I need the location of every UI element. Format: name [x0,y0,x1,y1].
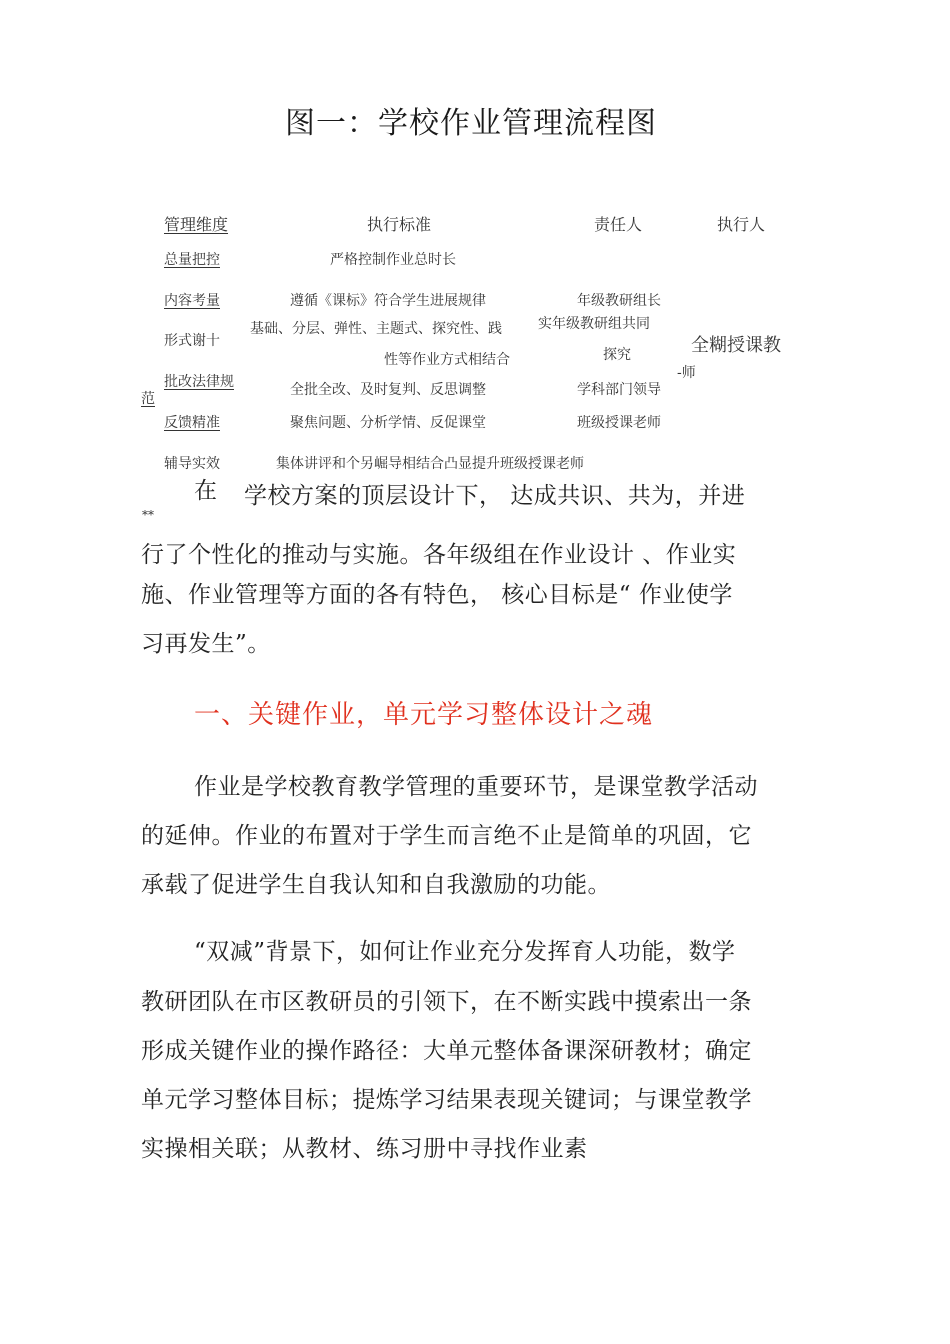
header-standard: 执行标准 [367,215,432,234]
paragraph-line: 承载了促进学生自我认知和自我激励的功能。 [141,872,611,898]
paragraph-line: 学校方案的顶层设计下， 达成共识、共为，并进 [244,483,746,509]
row-standard: 遵循《课标》符合学生进展规律 [290,293,486,309]
paragraph-line: 的延伸。作业的布置对于学生而言绝不止是简单的巩固，它 [141,823,752,849]
paragraph-line: 实操相关联；从教材、练习册中寻找作业素 [141,1136,588,1162]
row-responsible: 年级教研组长 [577,293,661,309]
row-responsible-cont: 探究 [603,347,631,363]
paragraph-line: 施、作业管理等方面的各有特色， 核心目标是“ 作业使学 [141,582,733,608]
page-title: 图一：学校作业管理流程图 [285,106,657,141]
row-standard-cont: 性等作业方式相结合 [384,352,510,368]
paragraph-line: “双减”背景下，如何让作业充分发挥育人功能，数学 [194,939,736,965]
paragraph-line: 单元学习整体目标；提炼学习结果表现关键词；与课堂教学 [141,1087,752,1113]
row-responsible: 实年级教研组共同 [538,316,650,332]
section-heading: 一、关键作业，单元学习整体设计之魂 [194,700,654,730]
paragraph-line: 教研团队在市区教研员的引领下，在不断实践中摸索出一条 [141,989,752,1015]
row-responsible: 班级授课老师 [577,415,661,431]
executor-cell: 全糊授课教 [691,335,781,356]
executor-cell-cont: -师 [677,365,696,381]
row-dimension: 形式谢十 [164,333,220,349]
row-standard: 全批全改、及时复判、反思调整 [290,382,486,398]
row-standard: 集体讲评和个另崛导相结合凸显提升班级授课老师 [276,456,584,472]
intro-mark: ⁎⁎ [142,504,154,518]
header-dimension: 管理维度 [164,215,229,234]
paragraph-line: 作业是学校教育教学管理的重要环节，是课堂教学活动 [194,774,758,800]
header-executor: 执行人 [717,215,766,234]
paragraph-line: 形成关键作业的操作路径：大单元整体备课深研教材；确定 [141,1038,752,1064]
row-dimension-cont: 范 [141,391,155,407]
paragraph-line: 习再发生”。 [141,631,271,657]
row-standard: 聚焦问题、分析学情、反促课堂 [290,415,486,431]
row-dimension: 辅导实效 [164,456,220,472]
row-dimension: 反馈精准 [164,415,220,431]
intro-first-char: 在 [194,478,218,504]
paragraph-line: 行了个性化的推动与实施。各年级组在作业设计 、作业实 [141,542,737,568]
row-dimension: 内容考量 [164,293,220,309]
row-responsible: 学科部门领导 [577,382,661,398]
row-standard: 严格控制作业总时长 [330,252,456,268]
row-dimension: 批改法律规 [164,374,234,390]
header-responsible: 责任人 [594,215,643,234]
row-dimension: 总量把控 [164,252,220,268]
row-standard: 基础、分层、弹性、主题式、探究性、践 [250,321,502,337]
